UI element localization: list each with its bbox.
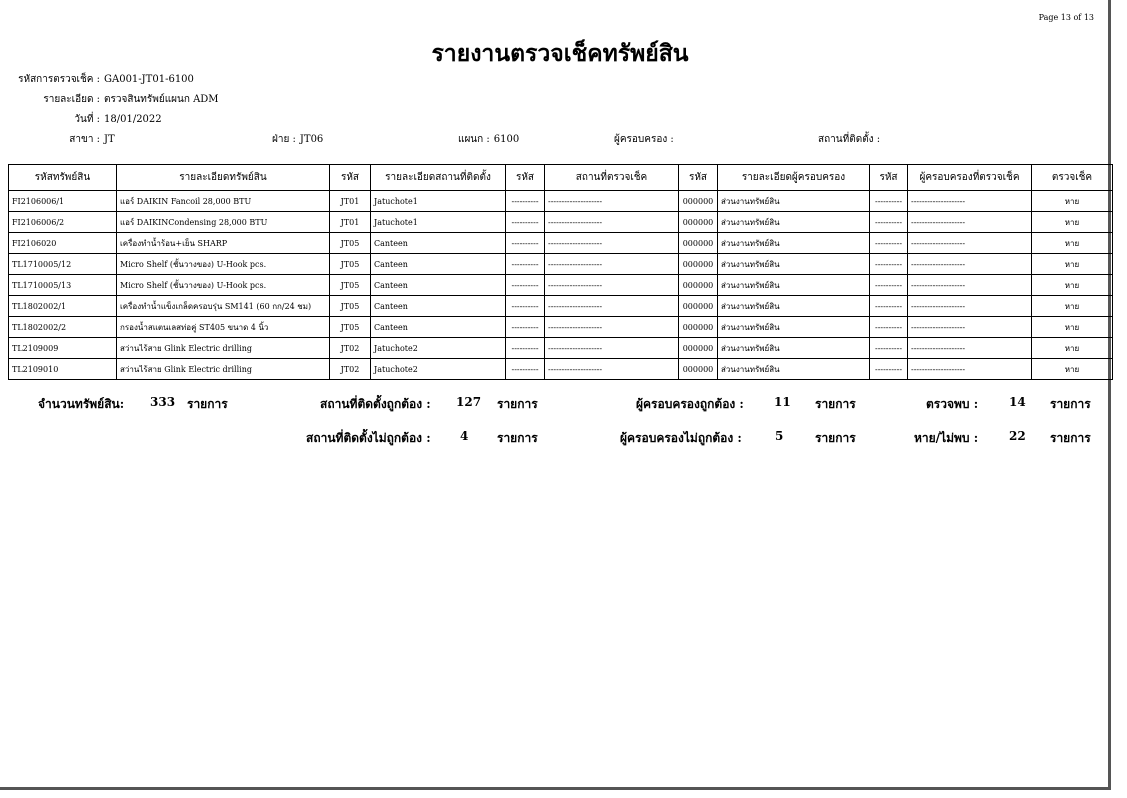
table-row: [9, 254, 1113, 275]
cell-location-detail: Canteen: [371, 275, 506, 296]
owner-ok-value: 11: [774, 395, 791, 409]
owner-row: [614, 132, 678, 147]
cell-asset-detail: เครื่องทำน้ำร้อน+เย็น SHARP: [117, 233, 330, 254]
cell-asset-detail: เครื่องทำน้ำแข็งเกล็ดครอบรุ่น SM141 (60 กก/24 ชม): [117, 296, 330, 317]
cell-location-code: JT02: [330, 338, 371, 359]
cell-check-status: หาย: [1032, 212, 1113, 233]
cell-check-status: หาย: [1032, 317, 1113, 338]
owner-bad-unit: รายการ: [815, 431, 856, 445]
branch-label: สาขา :: [69, 134, 100, 145]
cell-asset-detail: แอร์ DAIKINCondensing 28,000 BTU: [117, 212, 330, 233]
cell-check-status: หาย: [1032, 254, 1113, 275]
cell-checked-location: --------------------: [545, 317, 679, 338]
cell-location-detail: Jatuchote1: [371, 212, 506, 233]
location-label: สถานที่ติดตั้ง :: [818, 134, 881, 145]
cell-asset-code: FI2106006/2: [9, 212, 117, 233]
found-value: 14: [1009, 395, 1026, 409]
branch-row: [18, 132, 115, 147]
cell-checked-owner: --------------------: [908, 233, 1032, 254]
cell-checked-owner-code: ----------: [870, 359, 908, 380]
cell-owner-detail: ส่วนงานทรัพย์สิน: [718, 317, 870, 338]
cell-owner-code: 000000: [679, 359, 718, 380]
cell-asset-detail: แอร์ DAIKIN Fancoil 28,000 BTU: [117, 191, 330, 212]
detail-row: [18, 92, 219, 107]
table-row: [9, 233, 1113, 254]
department-label: แผนก :: [458, 134, 490, 145]
cell-asset-detail: สว่านไร้สาย Glink Electric drilling: [117, 359, 330, 380]
cell-check-status: หาย: [1032, 275, 1113, 296]
cell-owner-detail: ส่วนงานทรัพย์สิน: [718, 233, 870, 254]
date-value: 18/01/2022: [104, 114, 162, 125]
cell-location-detail: Jatuchote2: [371, 338, 506, 359]
cell-location-code: JT05: [330, 254, 371, 275]
owner-label: ผู้ครอบครอง :: [614, 134, 674, 145]
cell-checked-location: --------------------: [545, 338, 679, 359]
location-ok-unit: รายการ: [497, 397, 538, 411]
cell-checked-location-code: ----------: [506, 359, 545, 380]
cell-asset-code: TL1710005/12: [9, 254, 117, 275]
cell-checked-owner: --------------------: [908, 338, 1032, 359]
check-code-row: [18, 72, 194, 87]
division-row: [272, 132, 323, 147]
cell-location-code: JT05: [330, 317, 371, 338]
missing-value: 22: [1009, 429, 1026, 443]
cell-checked-location: --------------------: [545, 359, 679, 380]
total-assets-value: 333: [150, 395, 176, 409]
cell-asset-code: TL1802002/2: [9, 317, 117, 338]
cell-checked-owner-code: ----------: [870, 191, 908, 212]
cell-owner-detail: ส่วนงานทรัพย์สิน: [718, 359, 870, 380]
division-label: ฝ่าย :: [272, 134, 296, 145]
cell-checked-location-code: ----------: [506, 212, 545, 233]
col-location-code: รหัส: [330, 165, 371, 191]
check-code-label: รหัสการตรวจเช็ค :: [18, 74, 100, 85]
cell-check-status: หาย: [1032, 359, 1113, 380]
cell-checked-location: --------------------: [545, 212, 679, 233]
cell-check-status: หาย: [1032, 338, 1113, 359]
cell-location-code: JT05: [330, 296, 371, 317]
cell-checked-owner: --------------------: [908, 317, 1032, 338]
cell-location-detail: Canteen: [371, 254, 506, 275]
cell-checked-owner: --------------------: [908, 254, 1032, 275]
col-asset-detail: รายละเอียดทรัพย์สิน: [117, 165, 330, 191]
table-row: [9, 212, 1113, 233]
cell-owner-code: 000000: [679, 233, 718, 254]
col-check-status: ตรวจเช็ค: [1032, 165, 1113, 191]
col-checked-owner-code: รหัส: [870, 165, 908, 191]
cell-checked-owner-code: ----------: [870, 275, 908, 296]
cell-owner-code: 000000: [679, 338, 718, 359]
cell-checked-location: --------------------: [545, 296, 679, 317]
found-label: ตรวจพบ :: [926, 397, 979, 411]
detail-value: ตรวจสินทรัพย์แผนก ADM: [104, 94, 219, 105]
cell-checked-location: --------------------: [545, 191, 679, 212]
col-asset-code: รหัสทรัพย์สิน: [9, 165, 117, 191]
cell-asset-code: TL2109009: [9, 338, 117, 359]
location-ok-label: สถานที่ติดตั้งถูกต้อง :: [320, 397, 431, 411]
owner-ok-label: ผู้ครอบครองถูกต้อง :: [636, 397, 744, 411]
cell-checked-location-code: ----------: [506, 233, 545, 254]
cell-asset-detail: Micro Shelf (ชั้นวางของ) U-Hook pcs.: [117, 254, 330, 275]
cell-asset-code: TL1802002/1: [9, 296, 117, 317]
detail-label: รายละเอียด :: [43, 94, 100, 105]
missing-unit: รายการ: [1050, 431, 1091, 445]
table-row: [9, 296, 1113, 317]
total-assets-unit: รายการ: [187, 397, 228, 411]
cell-asset-detail: สว่านไร้สาย Glink Electric drilling: [117, 338, 330, 359]
col-checked-location: สถานที่ตรวจเช็ค: [545, 165, 679, 191]
cell-asset-code: FI2106006/1: [9, 191, 117, 212]
missing-label: หาย/ไม่พบ :: [914, 431, 979, 445]
cell-checked-owner-code: ----------: [870, 338, 908, 359]
cell-check-status: หาย: [1032, 233, 1113, 254]
department-value: 6100: [493, 134, 520, 145]
cell-check-status: หาย: [1032, 296, 1113, 317]
owner-bad-label: ผู้ครอบครองไม่ถูกต้อง :: [620, 431, 742, 445]
cell-checked-owner: --------------------: [908, 296, 1032, 317]
cell-checked-owner: --------------------: [908, 212, 1032, 233]
cell-checked-location: --------------------: [545, 233, 679, 254]
table-header-row: [9, 165, 1113, 191]
col-checked-owner: ผู้ครอบครองที่ตรวจเช็ค: [908, 165, 1032, 191]
total-assets-label: จำนวนทรัพย์สิน:: [38, 397, 125, 411]
cell-owner-detail: ส่วนงานทรัพย์สิน: [718, 338, 870, 359]
cell-location-code: JT05: [330, 275, 371, 296]
date-row: [18, 112, 162, 127]
cell-check-status: หาย: [1032, 191, 1113, 212]
cell-checked-owner-code: ----------: [870, 296, 908, 317]
cell-location-code: JT05: [330, 233, 371, 254]
cell-owner-code: 000000: [679, 254, 718, 275]
cell-owner-code: 000000: [679, 275, 718, 296]
check-code-value: GA001-JT01-6100: [104, 74, 194, 85]
cell-checked-location-code: ----------: [506, 317, 545, 338]
location-ok-value: 127: [456, 395, 482, 409]
table-row: [9, 317, 1113, 338]
cell-asset-code: TL1710005/13: [9, 275, 117, 296]
col-checked-location-code: รหัส: [506, 165, 545, 191]
location-bad-value: 4: [460, 429, 469, 443]
cell-owner-code: 000000: [679, 212, 718, 233]
cell-checked-location-code: ----------: [506, 296, 545, 317]
cell-location-code: JT01: [330, 212, 371, 233]
cell-owner-detail: ส่วนงานทรัพย์สิน: [718, 254, 870, 275]
found-unit: รายการ: [1050, 397, 1091, 411]
page-number: Page 13 of 13: [1038, 13, 1094, 22]
cell-checked-owner-code: ----------: [870, 233, 908, 254]
report-title: รายงานตรวจเช็คทรัพย์สิน: [431, 40, 689, 67]
table-row: [9, 359, 1113, 380]
cell-checked-owner: --------------------: [908, 191, 1032, 212]
cell-checked-owner: --------------------: [908, 275, 1032, 296]
cell-checked-location-code: ----------: [506, 275, 545, 296]
cell-location-detail: Canteen: [371, 317, 506, 338]
cell-location-detail: Jatuchote2: [371, 359, 506, 380]
cell-checked-owner-code: ----------: [870, 212, 908, 233]
cell-asset-code: TL2109010: [9, 359, 117, 380]
cell-checked-location: --------------------: [545, 254, 679, 275]
cell-owner-detail: ส่วนงานทรัพย์สิน: [718, 212, 870, 233]
cell-checked-location: --------------------: [545, 275, 679, 296]
cell-checked-location-code: ----------: [506, 254, 545, 275]
cell-owner-detail: ส่วนงานทรัพย์สิน: [718, 275, 870, 296]
cell-owner-code: 000000: [679, 191, 718, 212]
table-row: [9, 191, 1113, 212]
col-owner-code: รหัส: [679, 165, 718, 191]
cell-owner-detail: ส่วนงานทรัพย์สิน: [718, 191, 870, 212]
table-row: [9, 275, 1113, 296]
cell-location-code: JT02: [330, 359, 371, 380]
cell-checked-location-code: ----------: [506, 338, 545, 359]
location-bad-label: สถานที่ติดตั้งไม่ถูกต้อง :: [306, 431, 431, 445]
owner-ok-unit: รายการ: [815, 397, 856, 411]
table-row: [9, 338, 1113, 359]
owner-bad-value: 5: [775, 429, 784, 443]
cell-checked-location-code: ----------: [506, 191, 545, 212]
cell-location-code: JT01: [330, 191, 371, 212]
location-row: [818, 132, 884, 147]
cell-asset-detail: Micro Shelf (ชั้นวางของ) U-Hook pcs.: [117, 275, 330, 296]
cell-location-detail: Canteen: [371, 296, 506, 317]
location-bad-unit: รายการ: [497, 431, 538, 445]
cell-location-detail: Canteen: [371, 233, 506, 254]
cell-asset-detail: กรองน้ำสแตนเลสท่อคู่ ST405 ขนาด 4 นิ้ว: [117, 317, 330, 338]
cell-checked-owner: --------------------: [908, 359, 1032, 380]
col-owner-detail: รายละเอียดผู้ครอบครอง: [718, 165, 870, 191]
asset-table: [8, 164, 1113, 380]
cell-location-detail: Jatuchote1: [371, 191, 506, 212]
branch-value: JT: [104, 134, 115, 145]
cell-checked-owner-code: ----------: [870, 254, 908, 275]
cell-owner-code: 000000: [679, 296, 718, 317]
cell-checked-owner-code: ----------: [870, 317, 908, 338]
cell-owner-code: 000000: [679, 317, 718, 338]
department-row: [458, 132, 519, 147]
cell-owner-detail: ส่วนงานทรัพย์สิน: [718, 296, 870, 317]
division-value: JT06: [299, 134, 324, 145]
col-location-detail: รายละเอียดสถานที่ติดตั้ง: [371, 165, 506, 191]
date-label: วันที่ :: [74, 114, 100, 125]
cell-asset-code: FI2106020: [9, 233, 117, 254]
